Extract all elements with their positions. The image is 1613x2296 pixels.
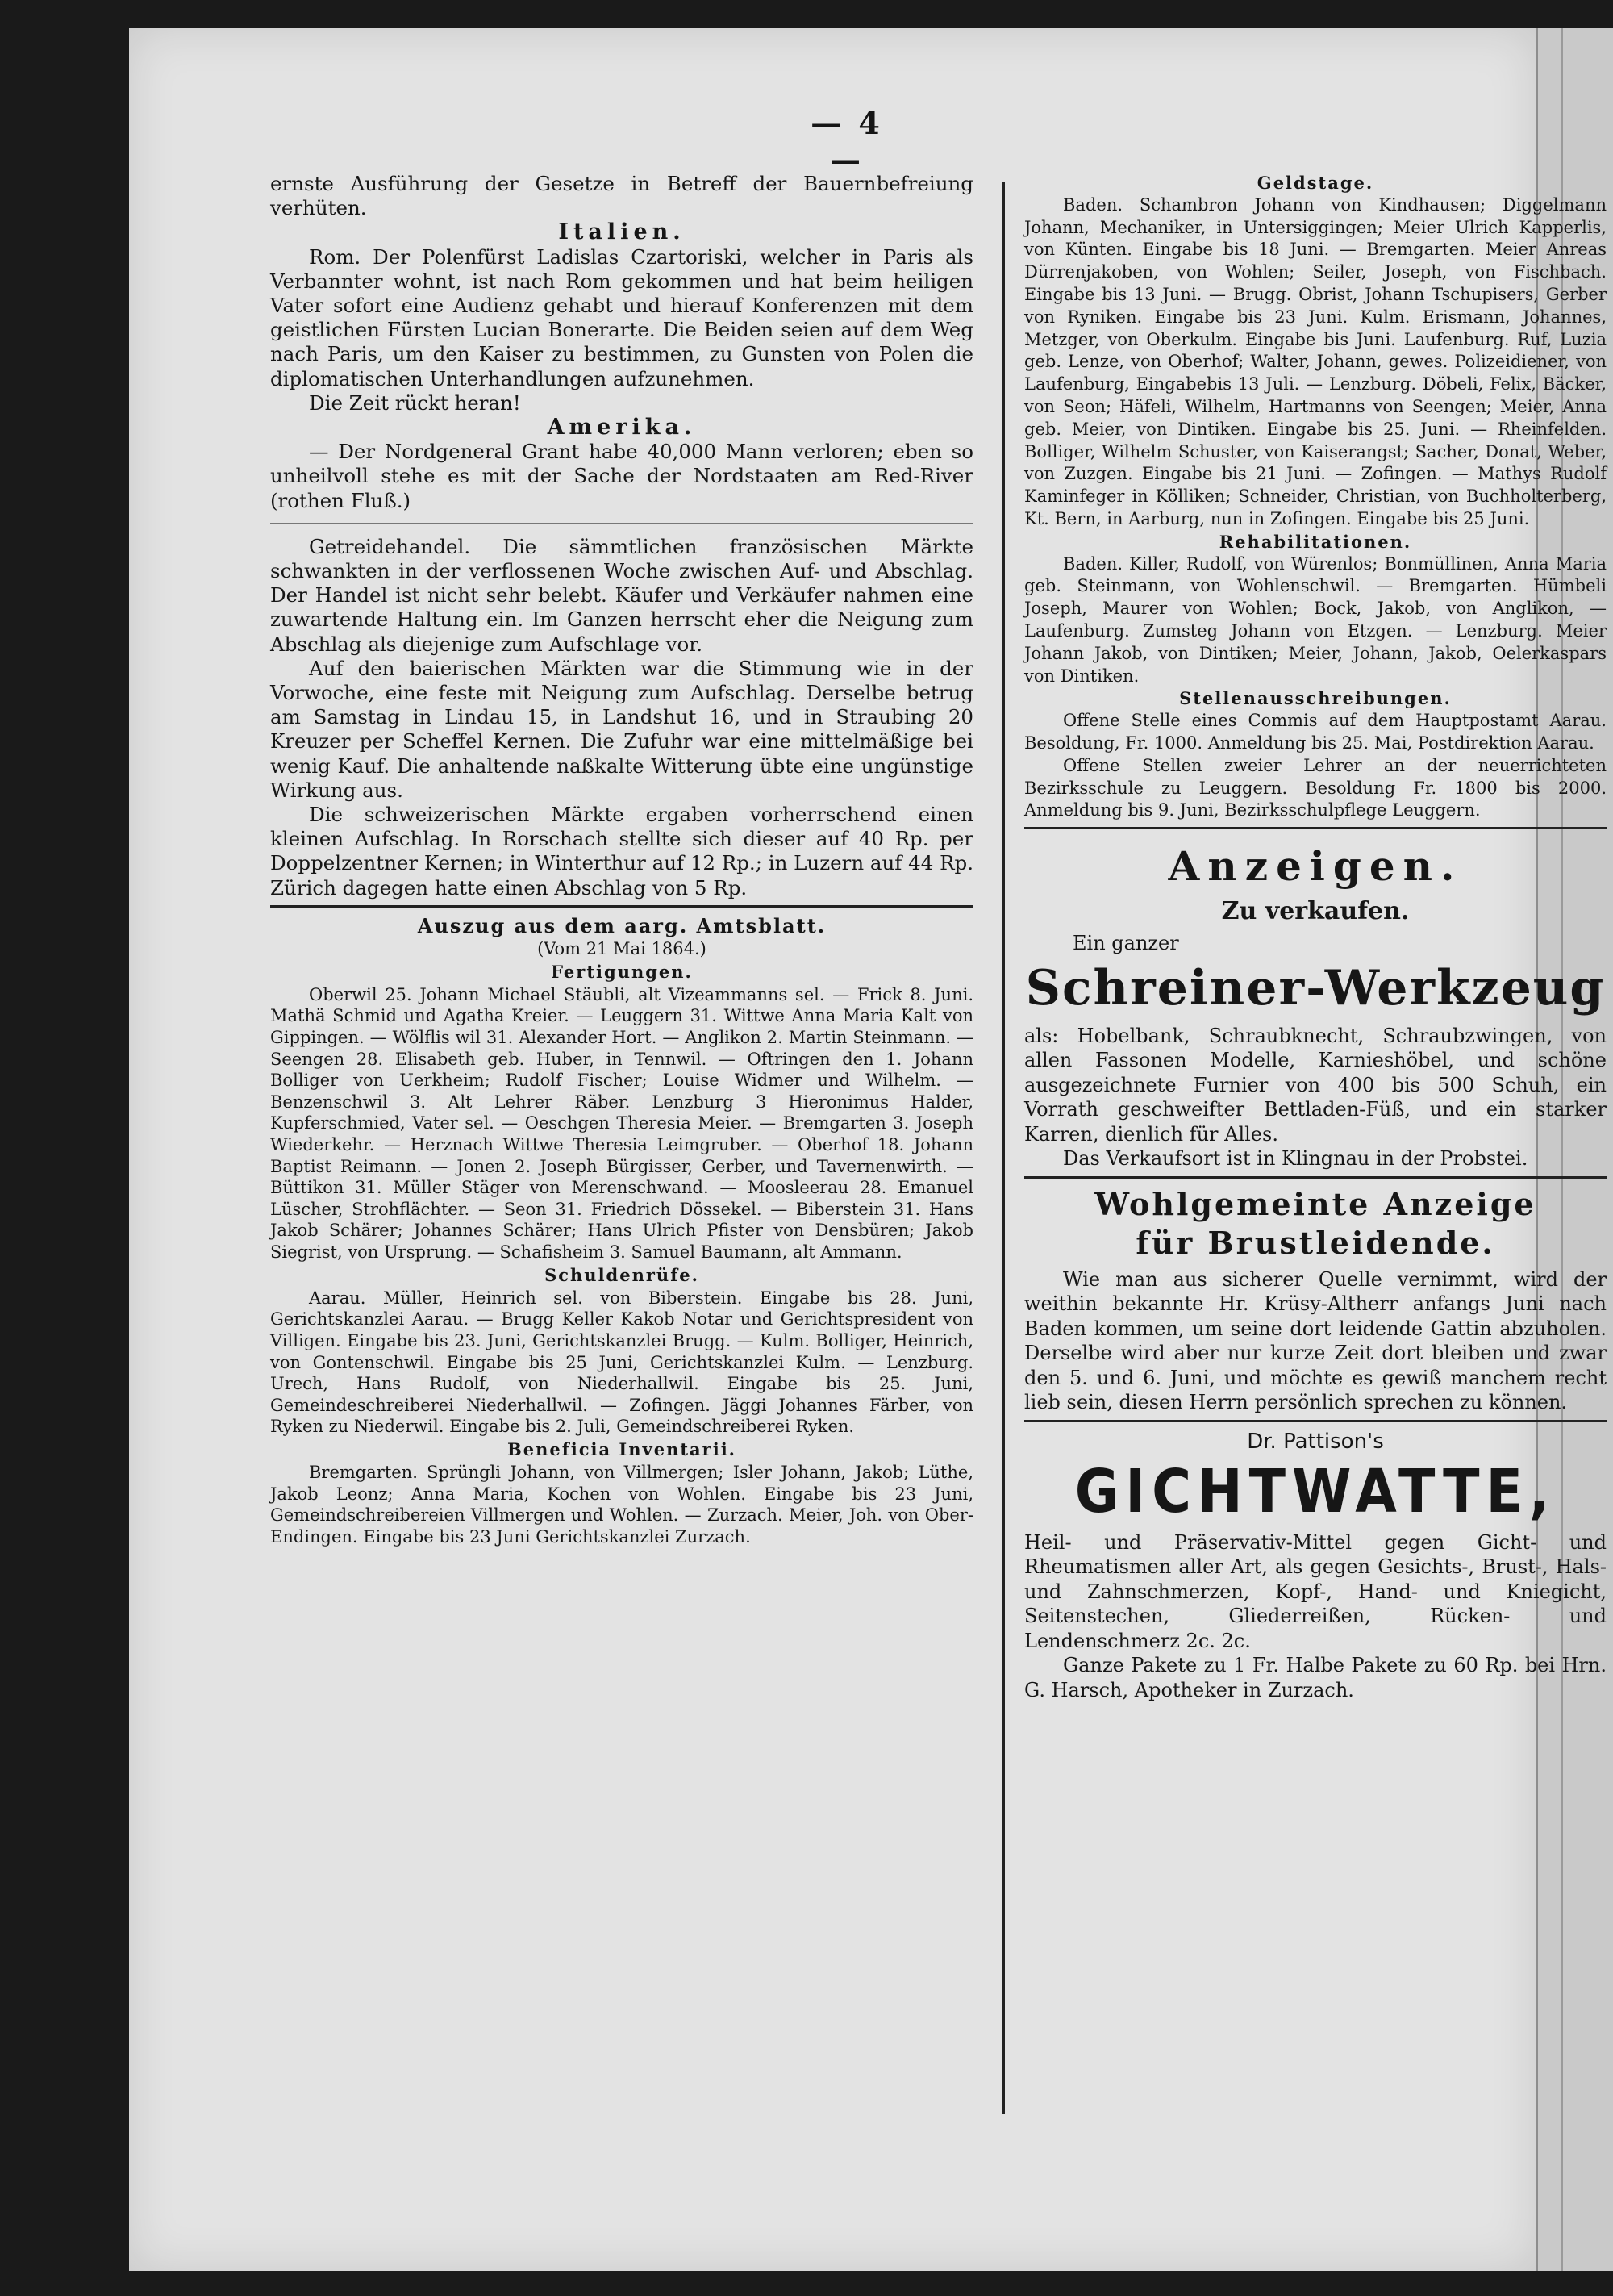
gichtwatte-heading: GICHTWATTE,	[1074, 1456, 1557, 1526]
right-column	[1024, 172, 1607, 1702]
newspaper-page	[129, 28, 1607, 2271]
column-divider	[1002, 182, 1005, 2114]
getreide-paragraph-1: Getreidehandel. Die sämmtlichen französischen Märkte schwankten in der verflossenen Woche zwischen Auf- und Abschlag. Der Handel ist nicht sehr belebt. Käufer und Verkäufer nahmen eine zuwartende Haltung ein. Im Ganzen herrscht eher die Neigung zum Abschlag als diejenige zum Aufschlage vor.	[270, 534, 973, 656]
schuldenrufe-text: Aarau. Müller, Heinrich sel. von Biberstein. Eingabe bis 28. Juni, Gerichtskanzlei Aarau. — Brugg Keller Kakob Notar und Gerichtspresident von Villigen. Eingabe bis 23. Juni, Gerichtskanzlei Brugg. — Kulm. Bolliger, Heinrich, von Gontenschwil. Eingabe bis 25 Juni, Gerichtskanzlei Kulm. — Lenzburg. Urech, Hans Rudolf, von Niederhallwil. Eingabe bis 25. Juni, Gemeindeschreiberei Niederhallwil. — Zofingen. Jäggi Johannes Färber, von Ryken zu Niederwil. Eingabe bis 2. Juli, Gemeindschreiberei Ryken.	[270, 1288, 973, 1437]
page-number: — 4 —	[811, 105, 883, 177]
italien-close: Die Zeit rückt heran!	[309, 390, 521, 415]
stellen-text-1: Offene Stelle eines Commis auf dem Hauptpostamt Aarau. Besoldung, Fr. 1000. Anmeldung bis 25. Mai, Postdirektion Aarau.	[1024, 711, 1607, 753]
rehabilitationen-text: Baden. Killer, Rudolf, von Würenlos; Bonmüllinen, Anna Maria geb. Steinmann, von Wohlenschwil. — Bremgarten. Hümbeli Joseph, Maurer von Wohlen; Bock, Jakob, von Anglikon, — Laufenburg. Zumsteg Johann von Etzgen. — Lenzburg. Meier Johann Jakob, von Dintiken; Meier, Johann, Jakob, Oelerkaspars von Dintiken.	[1024, 553, 1607, 686]
gichtwatte-price: Ganze Pakete zu 1 Fr. Halbe Pakete zu 60 Rp. bei Hrn. G. Harsch, Apotheker in Zurzach.	[1024, 1654, 1607, 1701]
section-rule	[270, 905, 973, 908]
intro-text: ernste Ausführung der Gesetze in Betreff der Bauernbefreiung verhüten.	[270, 172, 973, 220]
stellen-heading: Stellenausschreibungen.	[1179, 688, 1452, 709]
anzeigen-heading: Anzeigen.	[1168, 842, 1463, 891]
amtsblatt-heading: Auszug aus dem aarg. Amtsblatt.	[417, 913, 827, 937]
italien-text: Rom. Der Polenfürst Ladislas Czartoriski, welcher in Paris als Verbannter wohnt, ist nach Rom gekommen und hat beim heiligen Vater sofort eine Audienz gehabt und hierauf Konferenzen mit dem geistlichen Fürsten Lucian Bonerarte. Die Beiden seien auf dem Weg nach Paris, um den Kaiser zu bestimmen, zu Gunsten von Polen die diplomatischen Unterhandlungen aufzunehmen.	[270, 244, 973, 390]
ads-rule	[1024, 827, 1607, 829]
ein-ganzer-text: Ein ganzer	[1073, 932, 1179, 955]
ad-separator-2	[1024, 1420, 1607, 1422]
amtsblatt-date: (Vom 21 Mai 1864.)	[537, 939, 706, 959]
beneficia-heading: Beneficia Inventarii.	[507, 1438, 736, 1459]
stellen-text-2: Offene Stellen zweier Lehrer an der neuerrichteten Bezirksschule zu Leuggern. Besoldung Fr. 1800 bis 2000. Anmeldung bis 9. Juni, Bezirksschulpflege Leuggern.	[1024, 755, 1607, 820]
schreiner-text: als: Hobelbank, Schraubknecht, Schraubzwingen, von allen Fassonen Modelle, Karnieshöbel, und schöne ausgezeichnete Furnier von 400 bis 500 Schuh, ein Vorrath geschweifter Bettladen-Füß, und ein starker Karren, dienlich für Alles.	[1024, 1024, 1607, 1146]
amerika-heading: Amerika.	[547, 415, 697, 440]
geldstage-text: Baden. Schambron Johann von Kindhausen; Diggelmann Johann, Mechaniker, in Untersiggingen; Meier Ulrich Kapperlis, von Künten. Eingabe bis 18 Juni. — Bremgarten. Meier Anreas Dürrenjakoben, von Wohlen; Seiler, Joseph, von Fischbach. Eingabe bis 13 Juni. — Brugg. Obrist, Johann Tschupisers, Gerber von Ryniken. Eingabe bis 23 Juni. Kulm. Erismann, Johannes, Metzger, von Oberkulm. Eingabe bis Juni. Laufenburg. Ruf, Luzia geb. Lenze, von Oberhof; Walter, Johann, gewes. Polizeidiener, von Laufenburg, Eingabebis 13 Juli. — Lenzburg. Döbeli, Felix, Bäcker, von Seon; Häfeli, Wilhelm, Hartmanns von Seengen; Meier, Anna geb. Meier, von Dintiken. Eingabe bis 25. Juni. — Rheinfelden. Bolliger, Wilhelm Schuster, von Kaiserangst; Sacher, Donat, Weber, von Zuzgen. Eingabe bis 21 Juni. — Zofingen. — Mathys Rudolf Kaminfeger in Kölliken; Schneider, Christian, von Buchholterberg, Kt. Bern, in Aarburg, nun in Zofingen. Eingabe bis 25 Juni.	[1024, 194, 1607, 528]
fertigungen-heading: Fertigungen.	[551, 961, 693, 982]
wohlgemeinte-text: Wie man aus sicherer Quelle vernimmt, wird der weithin bekannte Hr. Krüsy-Altherr anfangs Juni nach Baden kommen, um seine dort leidende Gattin abzuholen. Derselbe wird aber nur kurze Zeit dort bleiben und zwar den 5. und 6. Juni, und möchte es gewiß manchem recht lieb sein, diesen Herrn persönlich sprechen zu können.	[1024, 1267, 1607, 1414]
rehabilitationen-heading: Rehabilitationen.	[1219, 531, 1412, 552]
zu-verkaufen-heading: Zu verkaufen.	[1221, 897, 1410, 926]
geldstage-heading: Geldstage.	[1257, 173, 1374, 193]
brustleidende-heading: für Brustleidende.	[1136, 1224, 1495, 1261]
pattison-heading: Dr. Pattison's	[1247, 1429, 1384, 1454]
section-separator	[270, 523, 973, 524]
fertigungen-text: Oberwil 25. Johann Michael Stäubli, alt Vizeammanns sel. — Frick 8. Juni. Mathä Schmid und Agatha Kreier. — Leuggern 31. Wittwe Anna Maria Kalt von Gippingen. — Wölflis wil 31. Alexander Hort. — Anglikon 2. Martin Steinmann. — Seengen 28. Elisabeth geb. Huber, in Tennwil. — Oftringen den 1. Johann Bolliger von Uerkheim; Rudolf Fischer; Louise Widmer und Wilhelm. — Benzenschwil 3. Alt Lehrer Räber. Lenzburg 3 Hieronimus Halder, Kupferschmied, Vater sel. — Oeschgen Theresia Meier. — Bremgarten 3. Joseph Wiederkehr. — Herznach Wittwe Theresia Leimgruber. — Oberhof 18. Johann Baptist Reimann. — Jonen 2. Joseph Bürgisser, Gerber, und Tavernenwirth. — Büttikon 31. Müller Stäger von Merenschwand. — Moosleerau 28. Emanuel Lüscher, Strohflächter. — Seon 31. Friedrich Dössekel. — Biberstein 31. Hans Jakob Schärer; Johannes Schärer; Hans Ulrich Pfister von Densbüren; Jakob Siegrist, von Ursprung. — Schafisheim 3. Samuel Baumann, alt Ammann.	[270, 984, 973, 1263]
schreiner-werkzeug-heading: Schreiner-Werkzeug	[1025, 959, 1606, 1017]
ad-separator-1	[1024, 1176, 1607, 1179]
verkaufsort-text: Das Verkaufsort ist in Klingnau in der Probstei.	[1063, 1147, 1528, 1171]
wohlgemeinte-anzeige-heading: Wohlgemeinte Anzeige	[1094, 1185, 1536, 1222]
schuldenrufe-heading: Schuldenrüfe.	[544, 1264, 699, 1285]
italien-heading: Italien.	[558, 219, 686, 245]
beneficia-text: Bremgarten. Sprüngli Johann, von Villmergen; Isler Johann, Jakob; Lüthe, Jakob Leonz; Anna Maria, Kochen von Wohlen. Eingabe bis 23 Juni, Gemeindschreibereien Villmergen und Wohlen. — Zurzach. Meier, Joh. von Ober-Endingen. Eingabe bis 23 Juni Gerichtskanzlei Zurzach.	[270, 1463, 973, 1547]
left-column	[270, 172, 973, 1548]
amerika-text: — Der Nordgeneral Grant habe 40,000 Mann verloren; eben so unheilvoll stehe es mit der Sache der Nordstaaten am Red-River (rothen Fluß.)	[270, 440, 973, 512]
getreide-paragraph-3: Die schweizerischen Märkte ergaben vorherrschend einen kleinen Aufschlag. In Rorschach stellte sich dieser auf 40 Rp. per Doppelzentner Kernen; in Winterthur auf 12 Rp.; in Luzern auf 44 Rp. Zürich dagegen hatte einen Abschlag von 5 Rp.	[270, 803, 974, 900]
getreide-paragraph-2: Auf den baierischen Märkten war die Stimmung wie in der Vorwoche, eine feste mit Neigung zum Aufschlag. Derselbe betrug am Samstag in Lindau 15, in Landshut 16, und in Straubing 20 Kreuzer per Scheffel Kernen. Die Zufuhr war eine mittelmäßige bei wenig Kauf. Die anhaltende naßkalte Witterung übte eine ungünstige Wirkung aus.	[270, 656, 973, 802]
gichtwatte-text: Heil- und Präservativ-Mittel gegen Gicht- und Rheumatismen aller Art, als gegen Gesichts-, Brust-, Hals- und Zahnschmerzen, Kopf-, Hand- und Kniegicht, Seitenstechen, Gliederreißen, Rücken- und Lendenschmerz 2c. 2c.	[1024, 1530, 1607, 1652]
